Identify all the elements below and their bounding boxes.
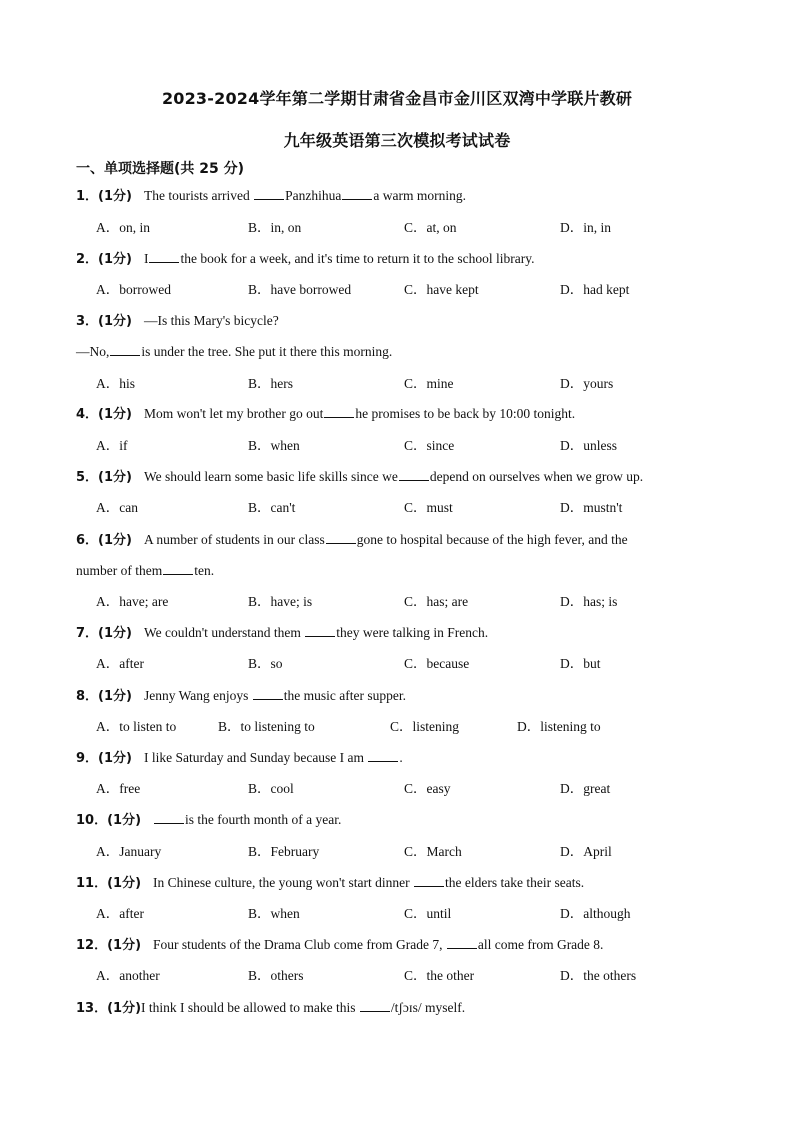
option-c: C．has; are [404,594,469,609]
option-c: C．listening [390,719,460,734]
question-number: 8．(1分) [76,689,132,704]
question-number: 2．(1分) [76,252,132,267]
question-6: 6．(1分) A number of students in our class gone to hospital because of the high fever, and the [76,532,628,548]
option-b: B．when [248,438,300,453]
question-13: 13．(1分)I think I should be allowed to make this /tʃɔɪs/ myself. [76,1000,466,1016]
option-b: B．have borrowed [248,282,352,297]
answer-blank [305,623,335,637]
answer-blank [253,686,283,700]
question-number: 4．(1分) [76,407,132,422]
option-d: D．listening to [517,719,601,734]
question-12: 12．(1分) Four students of the Drama Club come from Grade 7, all come from Grade 8. [76,937,604,953]
option-a: A．have; are [96,594,169,609]
option-d: D．but [560,656,601,671]
answer-blank [360,998,390,1012]
option-b: B．February [248,844,320,859]
section-heading: 一、单项选择题(共 25 分) [76,161,245,177]
exam-title-line1: 2023-2024学年第二学期甘肃省金昌市金川区双湾中学联片教研 [161,89,633,108]
option-c: C．March [404,844,462,859]
question-3: 3．(1分) —Is this Mary's bicycle? [76,313,279,329]
option-c: C．must [404,500,453,515]
answer-blank [399,467,429,481]
option-d: D．April [560,844,612,859]
option-b: B．have; is [248,594,313,609]
option-a: A．after [96,656,144,671]
option-d: D．has; is [560,594,618,609]
option-d: D．in, in [560,220,612,235]
question-9: 9．(1分) I like Saturday and Sunday because I am . [76,750,403,766]
question-number: 1．(1分) [76,189,132,204]
option-a: A．can [96,500,138,515]
option-b: B．to listening to [218,719,315,734]
option-c: C．at, on [404,220,457,235]
question-number: 12．(1分) [76,938,142,953]
question-number: 13．(1分) [76,1001,142,1016]
option-b: B．hers [248,376,293,391]
answer-blank [342,186,372,200]
answer-blank [447,935,477,949]
option-c: C．until [404,906,452,921]
option-b: B．can't [248,500,296,515]
question-number: 7．(1分) [76,626,132,641]
option-a: A．free [96,781,141,796]
question-number: 6．(1分) [76,533,132,548]
question-10: 10．(1分) is the fourth month of a year. [76,812,342,828]
question-number: 11．(1分) [76,876,142,891]
option-b: B．when [248,906,300,921]
option-b: B．so [248,656,283,671]
option-c: C．have kept [404,282,479,297]
question-8: 8．(1分) Jenny Wang enjoys the music after supper. [76,688,406,704]
answer-blank [368,748,398,762]
option-a: A．another [96,968,160,983]
answer-blank [154,810,184,824]
option-d: D．great [560,781,611,796]
answer-blank [149,249,179,263]
answer-blank [163,561,193,575]
option-a: A．after [96,906,144,921]
option-d: D．unless [560,438,617,453]
option-a: A．his [96,376,136,391]
question-number: 5．(1分) [76,470,132,485]
option-d: D．the others [560,968,637,983]
answer-blank [414,873,444,887]
answer-blank [254,186,284,200]
question-2: 2．(1分) I the book for a week, and it's time to return it to the school library. [76,251,535,267]
question-1: 1．(1分) The tourists arrived Panzhihua a warm morning. [76,188,466,204]
option-c: C．mine [404,376,454,391]
question-6-continuation: number of them ten. [76,563,215,578]
option-b: B．in, on [248,220,302,235]
answer-blank [110,342,140,356]
option-d: D．had kept [560,282,630,297]
option-c: C．since [404,438,455,453]
question-4: 4．(1分) Mom won't let my brother go out he promises to be back by 10:00 tonight. [76,406,576,422]
option-a: A．January [96,844,162,859]
answer-blank [326,530,356,544]
option-a: A．on, in [96,220,150,235]
option-c: C．because [404,656,470,671]
option-a: A．to listen to [96,719,177,734]
question-11: 11．(1分) In Chinese culture, the young won't start dinner the elders take their seats. [76,875,585,891]
option-b: B．others [248,968,304,983]
question-number: 3．(1分) [76,314,132,329]
option-d: D．mustn't [560,500,623,515]
exam-title-line2: 九年级英语第三次模拟考试试卷 [283,131,511,150]
answer-blank [324,404,354,418]
option-d: D．although [560,906,631,921]
question-7: 7．(1分) We couldn't understand them they were talking in French. [76,625,489,641]
question-number: 9．(1分) [76,751,132,766]
option-b: B．cool [248,781,294,796]
option-c: C．the other [404,968,475,983]
option-a: A．borrowed [96,282,171,297]
option-a: A．if [96,438,128,453]
question-number: 10．(1分) [76,813,142,828]
question-5: 5．(1分) We should learn some basic life skills since we depend on ourselves when we grow up. [76,469,644,485]
option-c: C．easy [404,781,451,796]
option-d: D．yours [560,376,614,391]
question-3-continuation: —No, is under the tree. She put it there this morning. [76,344,393,359]
